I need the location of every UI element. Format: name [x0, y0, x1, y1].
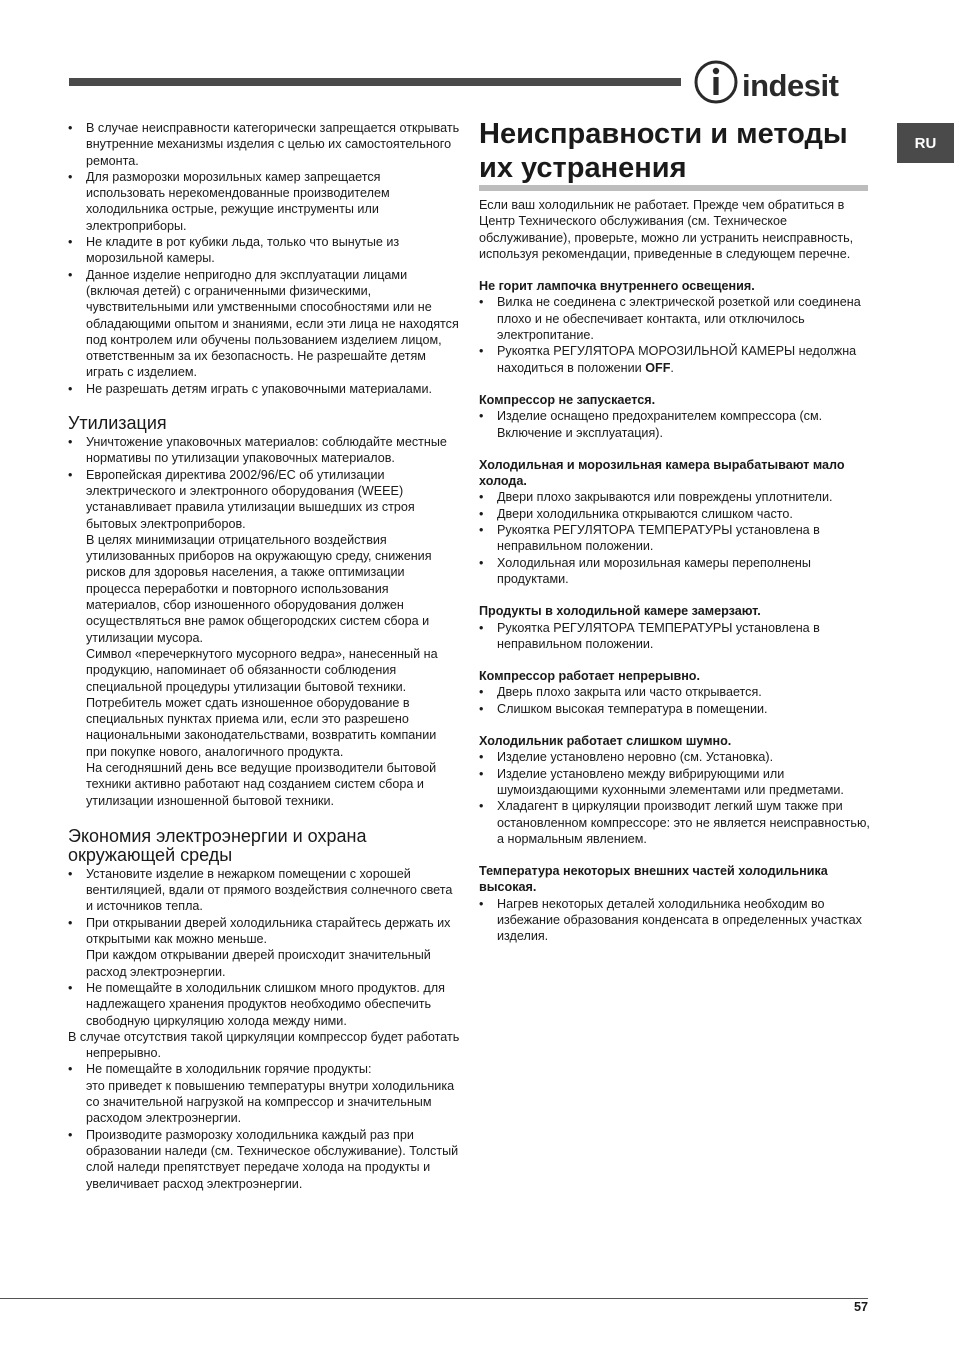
section-heading: Температура некоторых внешних частей холодильника высокая.	[479, 864, 828, 895]
list-item: • Слишком высокая температура в помещении.	[479, 701, 871, 717]
section-heading: Не горит лампочка внутреннего освещения.	[479, 279, 755, 294]
section-heading: Компрессор работает непрерывно.	[479, 669, 700, 684]
troubleshoot-section-freezing	[479, 603, 871, 652]
section-list	[479, 294, 871, 375]
footer-rule	[0, 1298, 868, 1299]
list-item: • Холодильная или морозильная камеры переполнены продуктами.	[479, 555, 871, 588]
troubleshoot-section-light	[479, 278, 871, 376]
list-item-text: Рукоятка РЕГУЛЯТОРА МОРОЗИЛЬНОЙ КАМЕРЫ недолжна находиться в положении	[497, 344, 857, 375]
list-item: • Вилка не соединена с электрической розеткой или соединена плохо и не обеспечивает контакта, или отключилось электропитание.	[479, 294, 871, 343]
disposal-list	[68, 434, 460, 809]
list-item-paragraph: Потребитель может сдать изношенное оборудование в специальных пунктах приема или, если это разрешено национальными законодательствами, возвратить компании при покупке нового, аналогичного продукта.	[86, 695, 437, 759]
disposal-heading: Утилизация	[68, 413, 167, 434]
list-item: • Не кладите в рот кубики льда, только что вынутые из морозильной камеры.	[68, 234, 460, 267]
safety-list	[68, 120, 460, 397]
section-list	[479, 749, 871, 847]
list-item: • Рукоятка РЕГУЛЯТОРА ТЕМПЕРАТУРЫ установлена в неправильном положении.	[479, 620, 871, 653]
section-heading: Холодильная и морозильная камера вырабатывают мало холода.	[479, 457, 845, 489]
right-column	[479, 197, 871, 945]
energy-note-text: В случае отсутствия такой циркуляции компрессор будет работать непрерывно.	[68, 1029, 460, 1061]
list-item	[479, 343, 871, 376]
list-item: • Производите разморозку холодильника каждый раз при образовании наледи (см. Техническое обслуживание). Толстый слой наледи препятствует передаче холода на продукты и увеличивает расход электроэнергии.	[68, 1127, 460, 1192]
troubleshoot-section-temperature	[479, 863, 871, 944]
list-item: • В случае неисправности категорически запрещается открывать внутренние механизмы изделия с целью их самостоятельного ремонта.	[68, 120, 460, 169]
section-list	[479, 620, 871, 653]
list-item-paragraph: это приведет к повышению температуры внутри холодильника со значительной нагрузкой на компрессор и значительным расходом электроэнергии.	[86, 1078, 455, 1126]
list-item: • Нагрев некоторых деталей холодильника необходим во избежание образования конденсата в определенных участках изделия.	[479, 896, 871, 945]
logo-wordmark: indesit	[742, 68, 839, 103]
list-item: • Двери плохо закрываются или повреждены уплотнители.	[479, 489, 871, 505]
list-item: • Рукоятка РЕГУЛЯТОРА ТЕМПЕРАТУРЫ установлена в неправильном положении.	[479, 522, 871, 555]
list-item	[68, 1061, 460, 1126]
energy-heading: Экономия электроэнергии и охрана окружающей среды	[68, 825, 367, 865]
intro-paragraph: Если ваш холодильник не работает. Прежде чем обратиться в Центр Технического обслуживания (см. Техническое обслуживание), проверьте, можно ли устранить неисправность, используя рекомендации, приведенные в следующем перечне.	[479, 198, 854, 261]
troubleshoot-section-compressor-start	[479, 392, 871, 441]
off-position-label: OFF	[645, 360, 671, 375]
section-heading: Холодильник работает слишком шумно.	[479, 734, 732, 749]
page-number: 57	[853, 1300, 868, 1314]
list-item: • Не помещайте в холодильник слишком много продуктов. для надлежащего хранения продуктов необходимо обеспечить свободную циркуляцию холода между ними.	[68, 980, 460, 1029]
list-item: • Хладагент в циркуляции производит легкий шум также при остановленном компрессоре: это не является неисправностью, а нормальным явлением.	[479, 798, 871, 847]
section-list	[479, 896, 871, 945]
list-item: • Изделие установлено неровно (см. Установка).	[479, 749, 871, 765]
list-item-paragraph: В целях минимизации отрицательного воздействия утилизованных приборов на окружающую среду, снижения рисков для здоровья населения, а также оптимизации процесса переработки и повторного использования материалов, сбор изношенного оборудования должен осуществляться вне рамок общегородских систем сбора и утилизации мусора.	[86, 532, 432, 645]
energy-list	[68, 866, 460, 1029]
page-title: Неисправности и методы их устранения	[479, 117, 868, 191]
list-item-paragraph: На сегодняшний день все ведущие производители бытовой техники активно работают над созданием систем сбора и утилизации изношенной бытовой техники.	[86, 760, 437, 808]
troubleshoot-section-noise	[479, 733, 871, 847]
energy-note	[68, 1029, 460, 1062]
list-item: • Данное изделие непригодно для эксплуатации лицами (включая детей) с ограниченными физическими, чувствительными или умственными способностями или не обладающими опытом и знаниями, если эти лица не находятся под контролем или обучены пользованием изделием лицом, ответственным за их безопасность. Не разрешайте детям играть с изделием.	[68, 267, 460, 381]
left-column	[68, 120, 460, 1192]
list-item: • Для разморозки морозильных камер запрещается использовать нерекомендованные производителем холодильника острые, режущие инструменты или электроприборы.	[68, 169, 460, 234]
list-item-paragraph: Символ «перечеркнутого мусорного ведра», нанесенный на продукцию, напоминает об обязанности соблюдения специальной процедуры утилизации бытовой техники.	[86, 646, 438, 694]
troubleshoot-section-continuous	[479, 668, 871, 717]
list-item: • Не разрешать детям играть с упаковочными материалами.	[68, 381, 460, 397]
section-list	[479, 489, 871, 587]
list-item-paragraph: • При открывании дверей холодильника старайтесь держать их открытыми как можно меньше.	[86, 915, 451, 947]
list-item: • Двери холодильника открываются слишком часто.	[479, 506, 871, 522]
section-heading: Компрессор не запускается.	[479, 392, 656, 407]
list-item-paragraph: При каждом открывании дверей происходит значительный расход электроэнергии.	[86, 948, 431, 979]
section-heading: Продукты в холодильной камере замерзают.	[479, 604, 761, 619]
language-tab: RU	[897, 123, 954, 163]
list-item: • Дверь плохо закрыта или часто открывается.	[479, 684, 871, 700]
list-item: • Изделие оснащено предохранителем компрессора (см. Включение и эксплуатация).	[479, 408, 871, 441]
troubleshoot-section-cold	[479, 457, 871, 587]
indesit-logo	[694, 58, 870, 106]
list-item-text: .	[670, 360, 674, 375]
list-item: • Установите изделие в нежарком помещении с хорошей вентиляцией, вдали от прямого воздействия солнечного света и источников тепла.	[68, 866, 460, 915]
list-item: • Изделие установлено между вибрирующими или шумоиздающими кухонными элементами или предметами.	[479, 766, 871, 799]
energy-list-continued	[68, 1061, 460, 1191]
list-item	[68, 467, 460, 809]
list-item	[68, 915, 460, 980]
section-list	[479, 684, 871, 717]
section-list	[479, 408, 871, 441]
list-item-paragraph: • Не помещайте в холодильник горячие продукты:	[86, 1062, 372, 1077]
list-item: • Уничтожение упаковочных материалов: соблюдайте местные нормативы по утилизации упаковочных материалов.	[68, 434, 460, 467]
header-rule	[69, 78, 681, 86]
list-item-paragraph: • Европейская директива 2002/96/EC об утилизации электрического и электронного оборудования (WEEE) устанавливает правила утилизации вышедших из строя бытовых электроприборов.	[86, 467, 415, 531]
